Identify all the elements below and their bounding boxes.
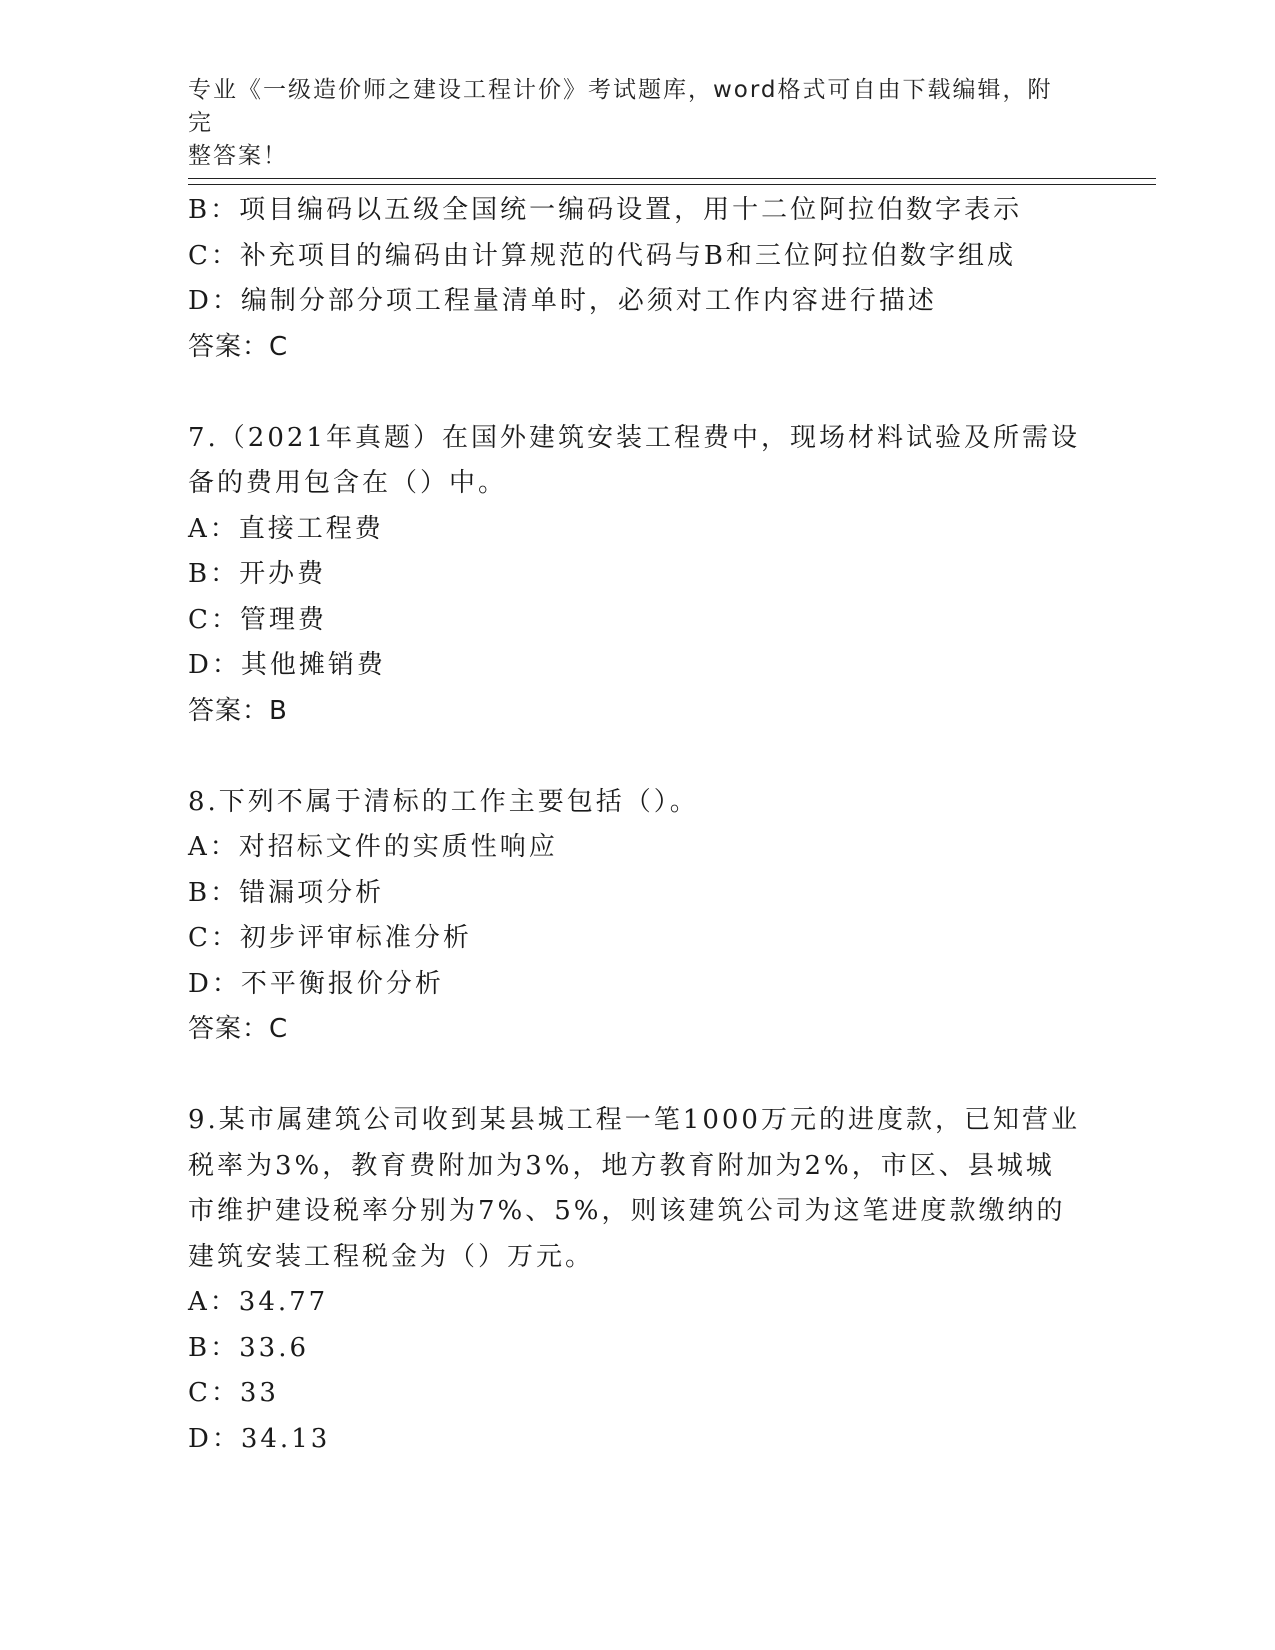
answer: 答案：C — [188, 331, 289, 362]
question-9-text-line-3: 市维护建设税率分别为7%、5%，则该建筑公司为这笔进度款缴纳的 — [188, 1196, 1066, 1226]
question-9 — [188, 1098, 1088, 1462]
option-d: D：34.13 — [188, 1423, 331, 1454]
question-8-text: 8.下列不属于清标的工作主要包括（）。 — [188, 786, 699, 817]
option-d: D：其他摊销费 — [188, 650, 386, 680]
option-a: A：直接工程费 — [188, 513, 384, 544]
question-9-text-line-1: 9.某市属建筑公司收到某县城工程一笔1000万元的进度款，已知营业 — [188, 1105, 1080, 1135]
option-a: A：对招标文件的实质性响应 — [188, 832, 558, 862]
option-d: D：编制分部分项工程量清单时，必须对工作内容进行描述 — [188, 286, 937, 316]
option-b: B：项目编码以五级全国统一编码设置，用十二位阿拉伯数字表示 — [188, 195, 1023, 225]
option-d: D：不平衡报价分析 — [188, 968, 444, 999]
question-9-text-line-2: 税率为3%，教育费附加为3%，地方教育附加为2%，市区、县城城 — [188, 1150, 1055, 1181]
option-c: C：补充项目的编码由计算规范的代码与B和三位阿拉伯数字组成 — [188, 240, 1017, 271]
question-7 — [188, 416, 1088, 735]
option-a: A：34.77 — [188, 1287, 329, 1317]
question-list — [188, 188, 1088, 1462]
question-8 — [188, 780, 1088, 1053]
header-line-2: 整答案！ — [188, 143, 288, 169]
question-7-text-line-1: 7.（2021年真题）在国外建筑安装工程费中，现场材料试验及所需设 — [188, 422, 1080, 453]
option-b: B：开办费 — [188, 559, 327, 589]
option-c: C：33 — [188, 1378, 279, 1408]
option-b: B：错漏项分析 — [188, 877, 385, 908]
header-divider — [188, 178, 1156, 185]
header-line-1: 专业《一级造价师之建设工程计价》考试题库，word格式可自由下载编辑，附完 — [188, 77, 1053, 136]
question-7-text-line-2: 备的费用包含在（）中。 — [188, 468, 508, 498]
option-c: C：管理费 — [188, 604, 327, 635]
document-header — [188, 74, 1068, 173]
answer: 答案：B — [188, 695, 288, 726]
answer: 答案：C — [188, 1014, 289, 1044]
question-9-text-line-4: 建筑安装工程税金为（）万元。 — [188, 1241, 595, 1272]
question-6-tail — [188, 188, 1088, 370]
option-c: C：初步评审标准分析 — [188, 923, 472, 953]
option-b: B：33.6 — [188, 1332, 309, 1363]
